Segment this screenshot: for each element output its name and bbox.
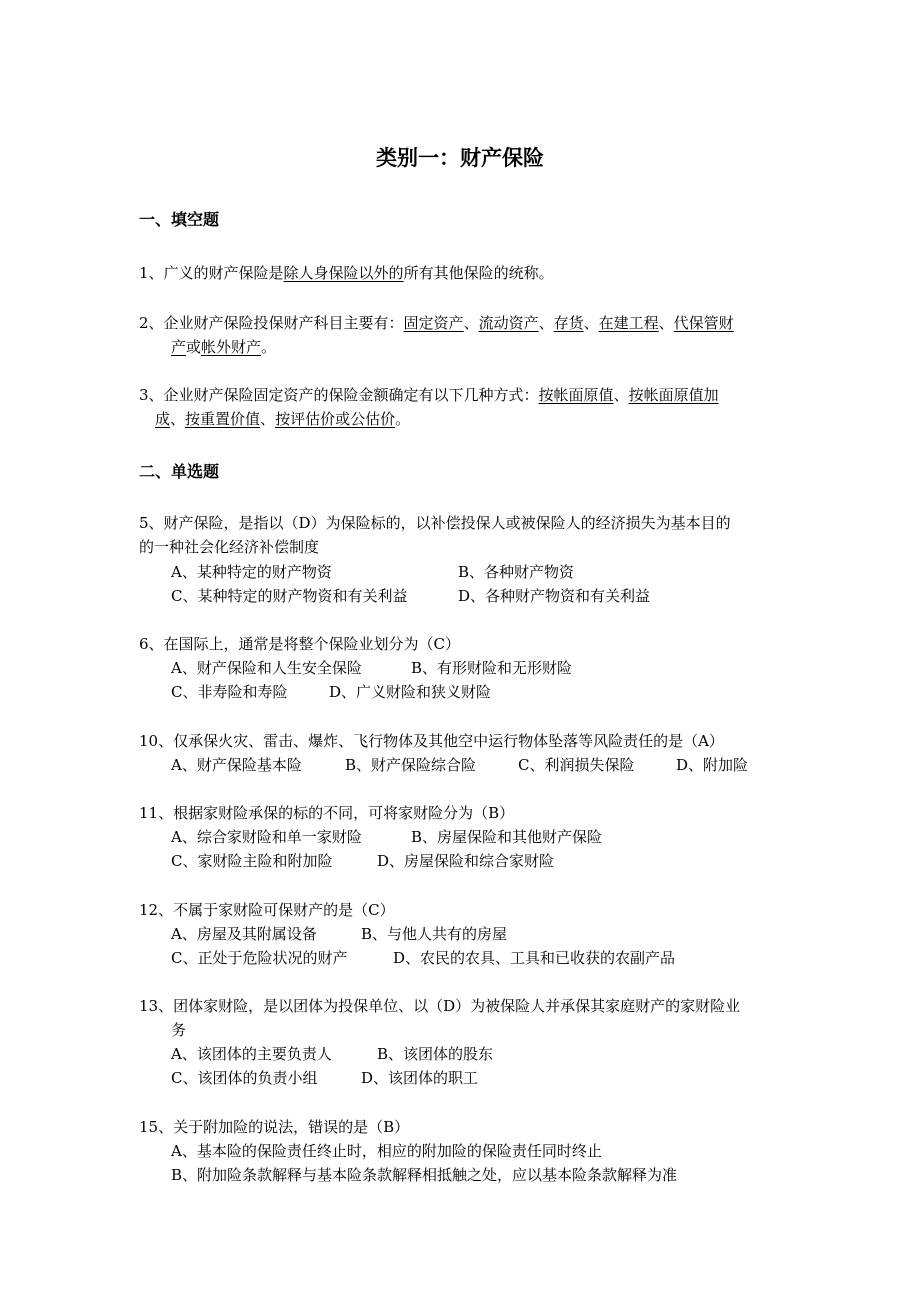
question-13-stem-line-1: 13、团体家财险，是以团体为投保单位、以（D）为被保险人并承保其家庭财产的家财险业 xyxy=(139,997,741,1015)
q13-option-d: D、该团体的职工 xyxy=(361,1069,479,1087)
q1-text-end: 所有其他保险的统称。 xyxy=(403,264,554,282)
q5-option-c: C、某种特定的财产物资和有关利益 xyxy=(171,587,408,605)
q2-separator: 、 xyxy=(463,314,479,332)
q10-option-a: A、财产保险基本险 xyxy=(171,756,302,774)
q2-answer-1: 固定资产 xyxy=(403,314,464,332)
q12-option-c: C、正处于危险状况的财产 xyxy=(171,949,348,967)
q13-option-c: C、该团体的负责小组 xyxy=(171,1069,318,1087)
question-15-stem: 15、关于附加险的说法，错误的是（B） xyxy=(139,1118,410,1136)
q12-option-d: D、农民的农具、工具和已收获的农副产品 xyxy=(393,949,676,967)
question-2-line-2 xyxy=(171,335,276,359)
page-title: 类别一：财产保险 xyxy=(376,146,544,170)
q2-answer-3: 存货 xyxy=(553,314,584,332)
q10-option-d: D、附加险 xyxy=(676,756,749,774)
q2-separator: 、 xyxy=(658,314,674,332)
q11-option-d: D、房屋保险和综合家财险 xyxy=(377,852,555,870)
q3-separator: 、 xyxy=(170,410,186,428)
question-6-stem: 6、在国际上，通常是将整个保险业划分为（C） xyxy=(139,635,461,653)
q15-option-a: A、基本险的保险责任终止时，相应的附加险的保险责任同时终止 xyxy=(171,1142,602,1160)
q5-option-d: D、各种财产物资和有关利益 xyxy=(458,587,651,605)
q2-separator: 、 xyxy=(583,314,599,332)
question-3-line-2 xyxy=(155,407,410,431)
question-1 xyxy=(139,261,554,285)
section-single-choice-heading: 二、单选题 xyxy=(139,462,220,481)
q2-answer-5-part-2: 产 xyxy=(171,338,187,356)
q3-answer-3: 按重置价值 xyxy=(185,410,261,428)
q11-option-b: B、房屋保险和其他财产保险 xyxy=(411,828,603,846)
q10-option-c: C、利润损失保险 xyxy=(518,756,635,774)
q13-option-b: B、该团体的股东 xyxy=(377,1045,494,1063)
q11-option-a: A、综合家财险和单一家财险 xyxy=(171,828,362,846)
q3-period: 。 xyxy=(395,410,411,428)
q3-answer-2-part-1: 按帐面原值加 xyxy=(628,386,719,404)
q3-answer-4: 按评估价或公估价 xyxy=(275,410,396,428)
section-fill-in-blank-heading: 一、填空题 xyxy=(139,210,220,229)
q6-option-c: C、非寿险和寿险 xyxy=(171,683,288,701)
q2-answer-4: 在建工程 xyxy=(598,314,659,332)
question-2-line-1 xyxy=(139,311,734,335)
q3-answer-2-part-2: 成 xyxy=(155,410,171,428)
q10-option-b: B、财产保险综合险 xyxy=(345,756,477,774)
q3-separator: 、 xyxy=(260,410,276,428)
q2-text-start: 2、企业财产保险投保财产科目主要有： xyxy=(139,314,404,332)
question-10-stem: 10、仅承保火灾、雷击、爆炸、飞行物体及其他空中运行物体坠落等风险责任的是（A） xyxy=(139,732,724,750)
question-11-stem: 11、根据家财险承保的标的不同，可将家财险分为（B） xyxy=(139,804,515,822)
question-5-stem-line-2: 的一种社会化经济补偿制度 xyxy=(139,538,320,556)
q12-option-b: B、与他人共有的房屋 xyxy=(361,925,508,943)
q3-text-start: 3、企业财产保险固定资产的保险金额确定有以下几种方式： xyxy=(139,386,539,404)
question-3-line-1 xyxy=(139,383,719,407)
q1-answer: 除人身保险以外的 xyxy=(283,264,404,282)
q15-option-b: B、附加险条款解释与基本险条款解释相抵触之处，应以基本险条款解释为准 xyxy=(171,1166,678,1184)
q2-separator: 、 xyxy=(538,314,554,332)
q6-option-d: D、广义财险和狭义财险 xyxy=(329,683,492,701)
q6-option-b: B、有形财险和无形财险 xyxy=(411,659,573,677)
q13-option-a: A、该团体的主要负责人 xyxy=(171,1045,332,1063)
q2-conjunction: 或 xyxy=(186,338,202,356)
question-5-stem-line-1: 5、财产保险，是指以（D）为保险标的，以补偿投保人或被保险人的经济损失为基本目的 xyxy=(139,514,731,532)
q2-answer-6: 帐外财产 xyxy=(201,338,262,356)
question-13-stem-line-2: 务 xyxy=(171,1021,187,1039)
q2-period: 。 xyxy=(261,338,277,356)
q12-option-a: A、房屋及其附属设备 xyxy=(171,925,317,943)
q6-option-a: A、财产保险和人生安全保险 xyxy=(171,659,362,677)
question-12-stem: 12、不属于家财险可保财产的是（C） xyxy=(139,901,395,919)
q11-option-c: C、家财险主险和附加险 xyxy=(171,852,333,870)
q1-text-start: 1、广义的财产保险是 xyxy=(139,264,284,282)
q3-answer-1: 按帐面原值 xyxy=(538,386,614,404)
q5-option-b: B、各种财产物资 xyxy=(458,563,575,581)
q2-answer-2: 流动资产 xyxy=(478,314,539,332)
q3-separator: 、 xyxy=(613,386,629,404)
q5-option-a: A、某种特定的财产物资 xyxy=(171,563,332,581)
q2-answer-5-part-1: 代保管财 xyxy=(673,314,734,332)
